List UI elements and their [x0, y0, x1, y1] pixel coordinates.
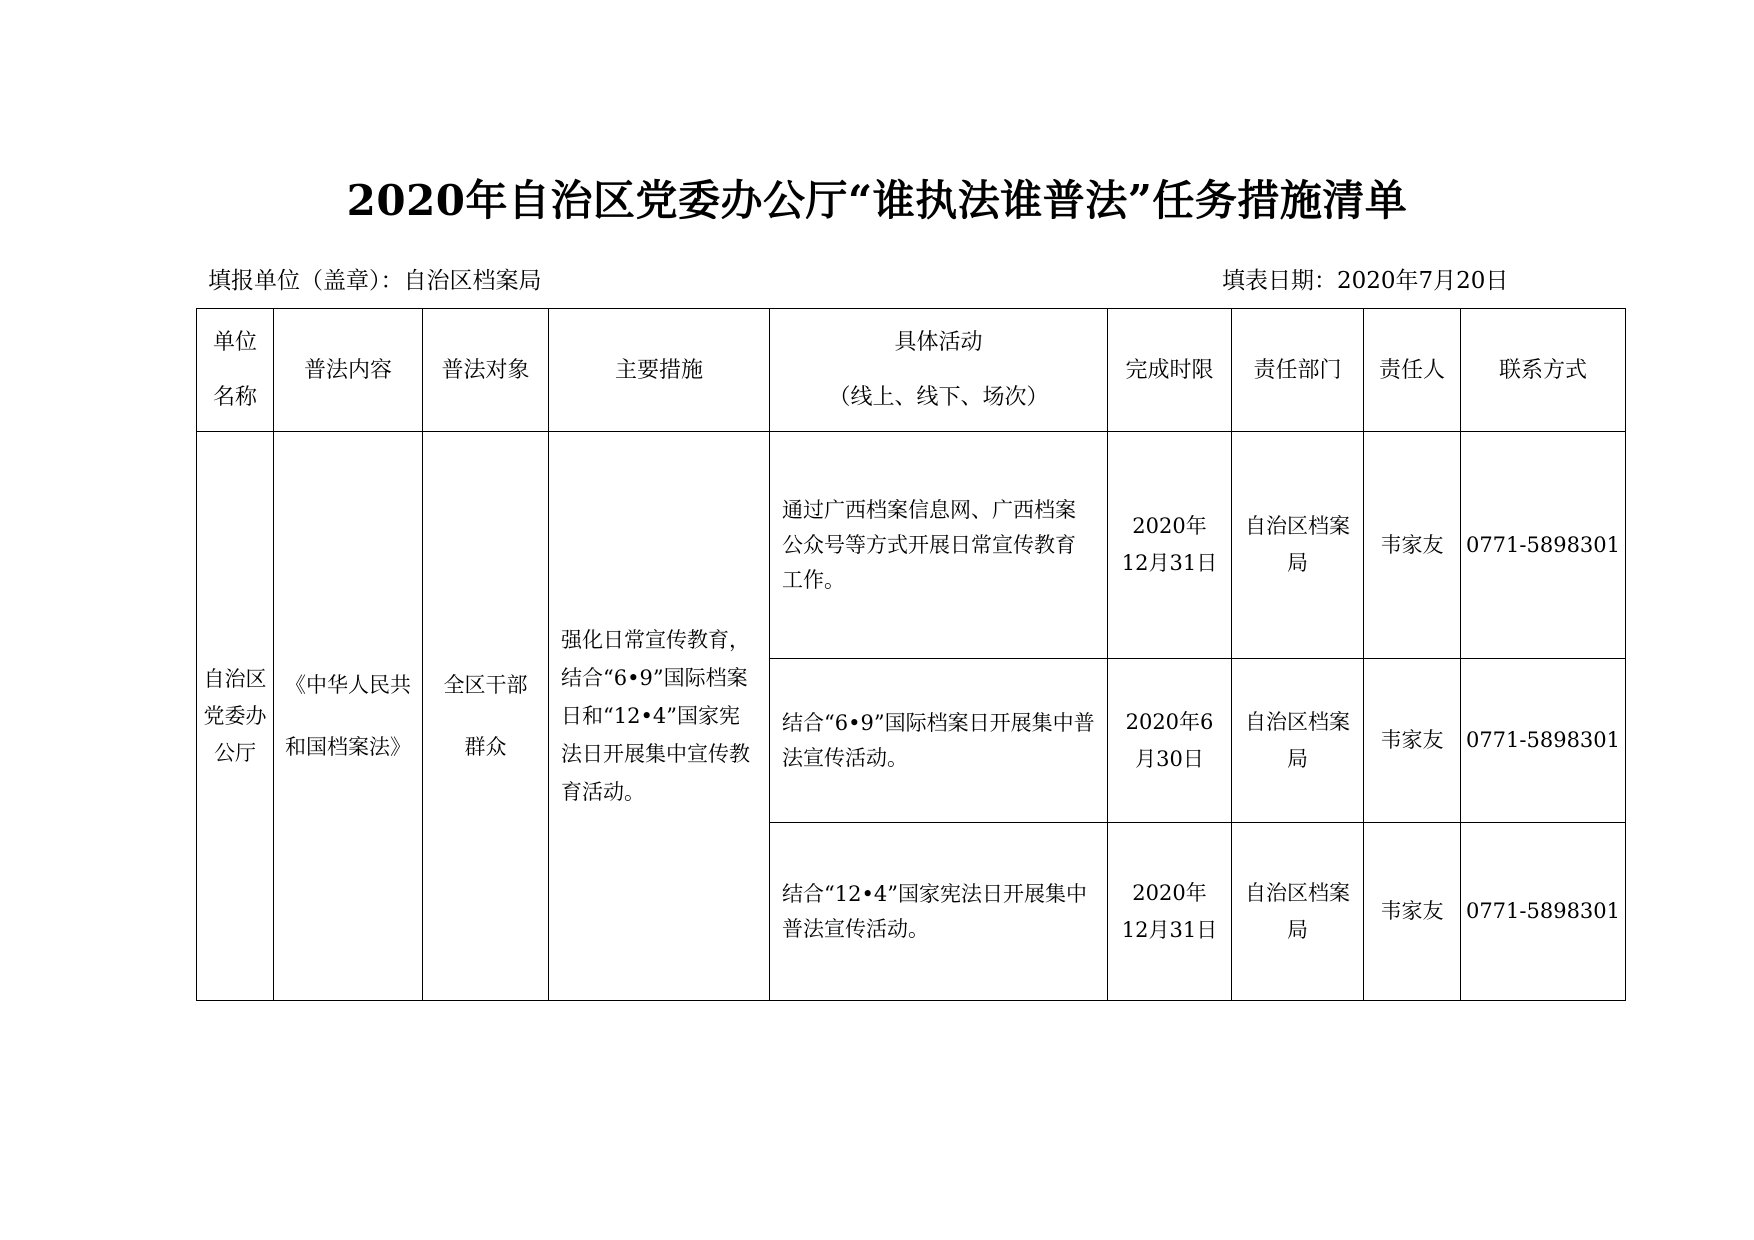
person-cell — [1364, 823, 1461, 1001]
table-row — [197, 432, 1626, 659]
measures-cell — [549, 432, 770, 1001]
contact-cell — [1461, 659, 1626, 823]
person-text: 韦家友 — [1380, 728, 1444, 752]
person-cell — [1364, 659, 1461, 823]
deadline-cell — [1108, 823, 1232, 1001]
target-cell — [423, 432, 549, 1001]
header-department: 责任部门 — [1232, 309, 1364, 432]
header-content: 普法内容 — [274, 309, 423, 432]
fill-unit-label: 填报单位（盖章）：自治区档案局 — [208, 268, 542, 294]
contact-text: 0771-5898301 — [1465, 728, 1621, 752]
activity-text: 结合“12•4”国家宪法日开展集中普法宣传活动。 — [782, 881, 1087, 941]
activity-cell — [770, 823, 1108, 1001]
header-target: 普法对象 — [423, 309, 549, 432]
department-text: 自治区档案局 — [1245, 880, 1350, 942]
activity-cell — [770, 659, 1108, 823]
department-text: 自治区档案局 — [1245, 514, 1350, 575]
deadline-text: 2020年12月31日 — [1121, 514, 1218, 575]
contact-cell — [1461, 823, 1626, 1001]
header-unit-line2: 名称 — [212, 385, 257, 410]
header-deadline: 完成时限 — [1108, 309, 1232, 432]
activity-text: 结合“6•9”国际档案日开展集中普法宣传活动。 — [782, 710, 1095, 770]
deadline-text: 2020年12月31日 — [1121, 880, 1218, 942]
target-audience: 全区干部群众 — [443, 673, 528, 759]
person-text: 韦家友 — [1380, 532, 1444, 557]
department-cell — [1232, 432, 1364, 659]
task-measures-table — [196, 308, 1626, 1001]
unit-name-cell — [197, 432, 274, 1001]
person-text: 韦家友 — [1380, 899, 1444, 923]
contact-text: 0771-5898301 — [1465, 899, 1621, 923]
header-measures: 主要措施 — [549, 309, 770, 432]
header-unit-line1: 单位 — [212, 330, 257, 355]
contact-cell — [1461, 432, 1626, 659]
department-text: 自治区档案局 — [1245, 709, 1350, 771]
header-contact: 联系方式 — [1461, 309, 1626, 432]
header-activity-line1: 具体活动 — [894, 330, 983, 355]
department-cell — [1232, 823, 1364, 1001]
activity-text: 通过广西档案信息网、广西档案公众号等方式开展日常宣传教育工作。 — [782, 497, 1076, 592]
table-header-row — [197, 309, 1626, 432]
deadline-text: 2020年6月30日 — [1125, 709, 1214, 771]
document-title: 2020年自治区党委办公厅“谁执法谁普法”任务措施清单 — [346, 176, 1408, 225]
law-content: 《中华人民共和国档案法》 — [285, 673, 411, 759]
deadline-cell — [1108, 432, 1232, 659]
header-person: 责任人 — [1364, 309, 1461, 432]
header-unit — [197, 309, 274, 432]
header-activity-line2: （线上、线下、场次） — [828, 385, 1049, 410]
person-cell — [1364, 432, 1461, 659]
department-cell — [1232, 659, 1364, 823]
deadline-cell — [1108, 659, 1232, 823]
contact-text: 0771-5898301 — [1465, 532, 1621, 557]
activity-cell — [770, 432, 1108, 659]
header-activity — [770, 309, 1108, 432]
main-measures: 强化日常宣传教育，结合“6•9”国际档案日和“12•4”国家宪法日开展集中宣传教育活动。 — [561, 628, 750, 804]
content-cell — [274, 432, 423, 1001]
fill-date-label: 填表日期：2020年7月20日 — [1222, 268, 1509, 294]
unit-name: 自治区党委办公厅 — [203, 666, 267, 765]
